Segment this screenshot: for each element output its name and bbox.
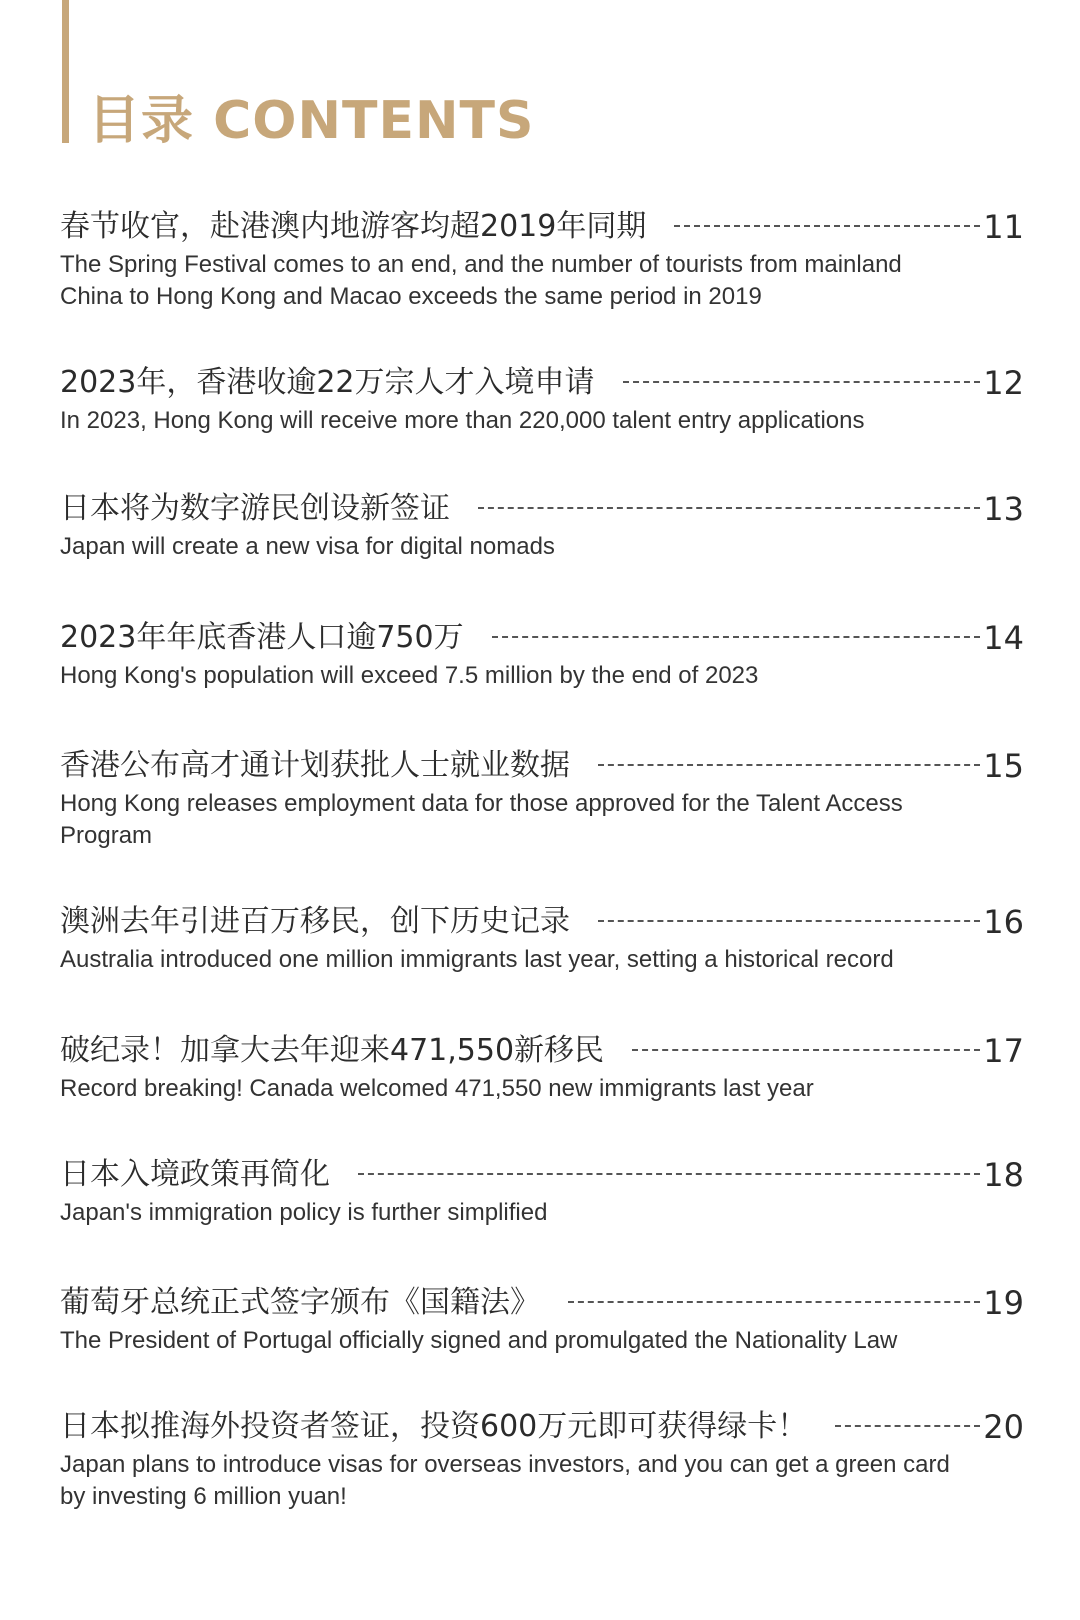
toc-entry[interactable]	[60, 1283, 1024, 1357]
leader-dots	[598, 764, 980, 766]
leader-dots	[358, 1173, 980, 1175]
toc-page-number: 16	[983, 903, 1024, 941]
leader-dots	[632, 1049, 980, 1051]
toc-page-number: 20	[983, 1408, 1024, 1446]
toc-entry-english-title: The President of Portugal officially signed and promulgated the Nationality Law	[60, 1327, 898, 1354]
toc-entry-chinese-title: 香港公布高才通计划获批人士就业数据	[60, 748, 570, 783]
toc-entry-english-title: Record breaking! Canada welcomed 471,550 new immigrants last year	[60, 1075, 814, 1102]
leader-dots	[623, 381, 980, 383]
toc-page-number: 14	[983, 619, 1024, 657]
toc-page-number: 11	[983, 208, 1024, 246]
toc-entry-chinese-title: 春节收官，赴港澳内地游客均超2019年同期	[60, 209, 647, 244]
leader-dots	[478, 507, 980, 509]
toc-page-number: 12	[983, 364, 1024, 402]
leader-dots	[674, 225, 980, 227]
toc-entry[interactable]	[60, 489, 1024, 563]
toc-entry-english-title: The Spring Festival comes to an end, and the number of tourists from mainland China to Hong Kong and Macao exceeds the same period in 2019	[60, 251, 902, 310]
page-title: 目录 CONTENTS	[88, 91, 535, 151]
toc-page-number: 17	[983, 1032, 1024, 1070]
title-accent-bar	[62, 0, 69, 143]
toc-entry[interactable]	[60, 207, 1024, 313]
toc-entry-english-title: Australia introduced one million immigrants last year, setting a historical record	[60, 946, 894, 973]
leader-dots	[598, 920, 980, 922]
toc-entry-chinese-title: 日本拟推海外投资者签证，投资600万元即可获得绿卡！	[60, 1409, 808, 1444]
toc-entry-chinese-title: 破纪录！加拿大去年迎来471,550新移民	[60, 1033, 605, 1068]
toc-entry-english-title: Japan plans to introduce visas for overseas investors, and you can get a green card by investing 6 million yuan!	[60, 1451, 950, 1510]
toc-entry-english-title: Hong Kong's population will exceed 7.5 million by the end of 2023	[60, 662, 759, 689]
leader-dots	[835, 1425, 980, 1427]
toc-entry[interactable]	[60, 363, 1024, 437]
toc-entry-chinese-title: 葡萄牙总统正式签字颁布《国籍法》	[60, 1285, 540, 1320]
toc-entry-english-title: Japan's immigration policy is further simplified	[60, 1199, 548, 1226]
toc-entry-chinese-title: 2023年，香港收逾22万宗人才入境申请	[60, 365, 595, 400]
leader-dots	[568, 1301, 980, 1303]
toc-entry-chinese-title: 2023年年底香港人口逾750万	[60, 620, 464, 655]
toc-entry[interactable]	[60, 1155, 1024, 1229]
toc-page-number: 15	[983, 747, 1024, 785]
toc-page-number: 18	[983, 1156, 1024, 1194]
toc-entry[interactable]	[60, 1407, 1024, 1513]
toc-entry-english-title: In 2023, Hong Kong will receive more than 220,000 talent entry applications	[60, 407, 865, 434]
toc-page-number: 19	[983, 1284, 1024, 1322]
toc-entry-chinese-title: 日本将为数字游民创设新签证	[60, 491, 450, 526]
toc-entry[interactable]	[60, 618, 1024, 692]
toc-entry[interactable]	[60, 1031, 1024, 1105]
toc-entry[interactable]	[60, 746, 1024, 852]
toc-entry-english-title: Japan will create a new visa for digital nomads	[60, 533, 555, 560]
toc-entry[interactable]	[60, 902, 1024, 976]
toc-entry-chinese-title: 澳洲去年引进百万移民，创下历史记录	[60, 904, 570, 939]
toc-entry-english-title: Hong Kong releases employment data for those approved for the Talent Access Program	[60, 790, 903, 849]
leader-dots	[492, 636, 980, 638]
toc-entry-chinese-title: 日本入境政策再简化	[60, 1157, 330, 1192]
toc-page-number: 13	[983, 490, 1024, 528]
